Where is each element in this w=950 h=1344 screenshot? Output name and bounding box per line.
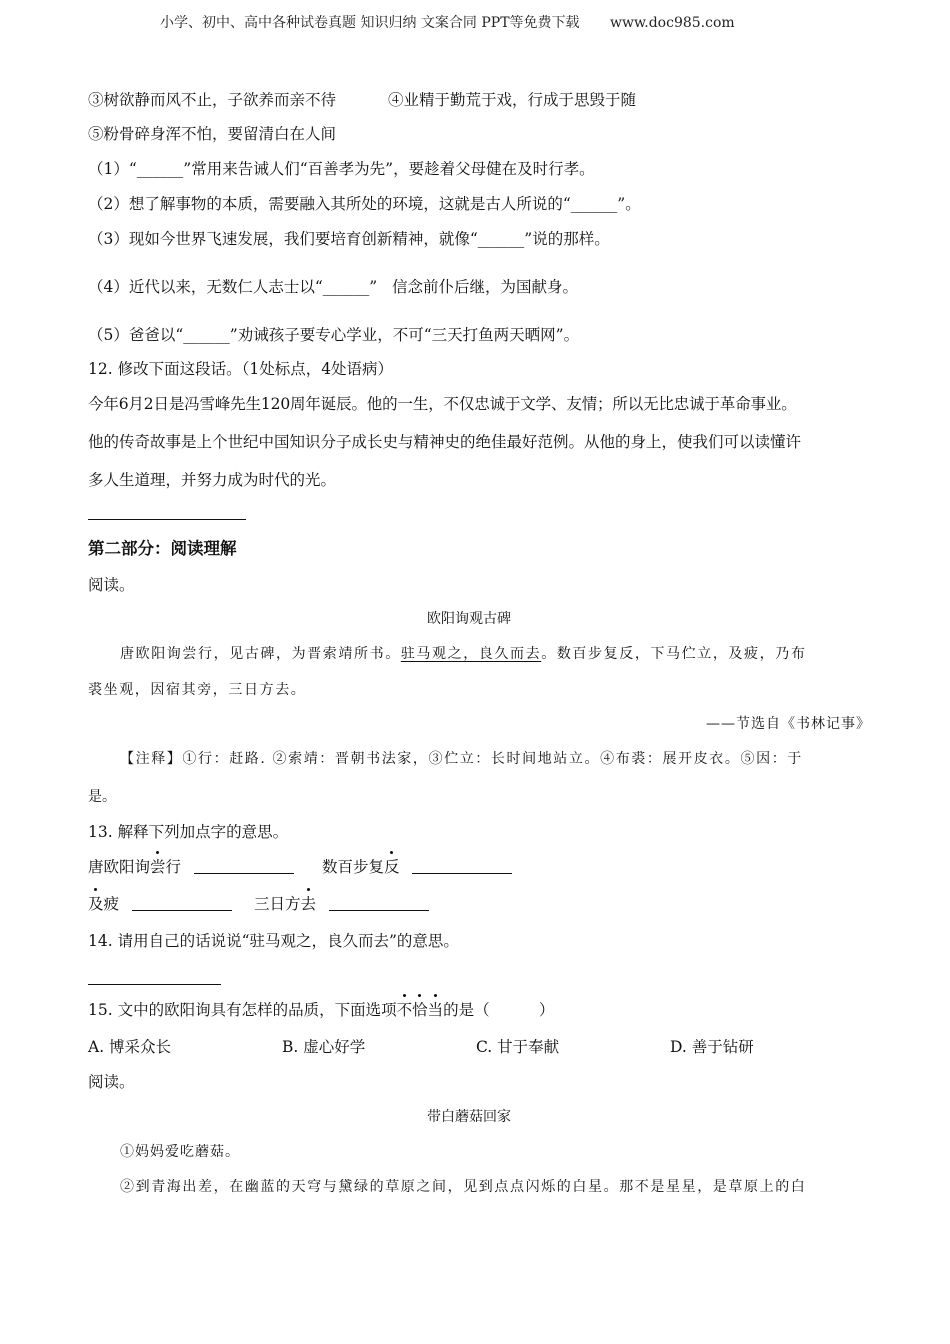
q11-sub-3-post: ”说的那样。 (524, 230, 610, 248)
q13-item-4-pre: 三日方 (254, 895, 301, 913)
q11-sub-2-blank: ______ (570, 195, 618, 213)
q13-title: 13. 解释下列加点字的意思。 (88, 823, 289, 841)
q15-option-c[interactable]: C. 甘于奉献 (476, 1038, 560, 1056)
passage-1-line-1 (120, 643, 806, 665)
option-4: ④业精于勤荒于戏，行成于思毁于随 (388, 91, 637, 109)
q13-item-1-post: 行 (165, 858, 182, 876)
q15-pre: 15. 文中的欧阳询具有怎样的品质，下面选项 (88, 1001, 397, 1019)
q15-title (88, 999, 554, 1021)
answer-line (88, 519, 246, 520)
passage-1-source: ——节选自《书林记事》 (706, 716, 871, 732)
dotted-char: 当 (427, 1001, 444, 1019)
q11-sub-3-pre: （3）现如今世界飞速发展，我们要培育创新精神，就像“ (88, 230, 478, 248)
passage-1-line-1-a: 唐欧阳询尝行，见古碑，为晋索靖所书。 (120, 646, 401, 662)
answer-line (88, 984, 221, 985)
q12-line-1: 今年6月2日是冯雪峰先生120周年诞辰。他的一生，不仅忠诚于文学、友情；所以无比忠诚于革命事业。 (88, 395, 797, 413)
q11-sub-5-blank: ______ (183, 326, 230, 344)
q12-title: 12. 修改下面这段话。（1处标点，4处语病） (88, 360, 394, 378)
q15-option-b[interactable]: B. 虚心好学 (282, 1038, 366, 1056)
q13-item-2 (322, 856, 512, 878)
dotted-char: 不 (396, 1001, 413, 1019)
q15-post: 的是（ ） (443, 1001, 555, 1019)
q11-sub-1-post: ”常用来告诫人们“百善孝为先”，要趁着父母健在及时行孝。 (183, 160, 595, 178)
q13-item-3 (88, 893, 232, 915)
q11-sub-4-pre: （4）近代以来，无数仁人志士以“ (88, 278, 323, 296)
passage-2-title: 带白蘑菇回家 (427, 1109, 511, 1125)
q11-sub-2-post: ”。 (617, 195, 641, 213)
answer-blank[interactable] (412, 872, 512, 874)
dotted-char: 恰 (412, 1001, 428, 1019)
q11-sub-2 (88, 193, 641, 215)
q13-item-4 (254, 893, 429, 915)
q13-item-2-pre: 数百步复 (322, 858, 385, 876)
passage-1-line-1-b: 。数百步复反，下马伫立，及疲，乃布 (541, 646, 807, 662)
q12-line-3: 多人生道理，并努力成为时代的光。 (88, 471, 337, 489)
answer-blank[interactable] (329, 909, 429, 911)
read-label-2: 阅读。 (88, 1073, 135, 1091)
q11-sub-5 (88, 324, 579, 346)
q11-sub-4 (88, 276, 578, 298)
dotted-char: 尝 (150, 858, 166, 876)
q11-sub-4-blank: ______ (322, 278, 370, 296)
q11-sub-5-post: ”劝诫孩子要专心学业，不可“三天打鱼两天晒网”。 (229, 326, 580, 344)
q11-sub-1 (88, 158, 595, 180)
q14-title: 14. 请用自己的话说说“驻马观之，良久而去”的意思。 (88, 932, 459, 950)
page-header (160, 12, 735, 34)
q13-item-1-pre: 唐欧阳询 (88, 858, 151, 876)
q11-sub-1-pre: （1）“ (88, 160, 137, 178)
option-5: ⑤粉骨碎身浑不怕，要留清白在人间 (88, 125, 337, 143)
header-text: 小学、初中、高中各种试卷真题 知识归纳 文案合同 PPT等免费下载 (160, 15, 580, 31)
q12-line-2: 他的传奇故事是上个世纪中国知识分子成长史与精神史的绝佳最好范例。从他的身上，使我们可以读懂许 (88, 433, 802, 451)
q13-item-3-post: 疲 (103, 895, 120, 913)
answer-blank[interactable] (132, 909, 232, 911)
q11-sub-3 (88, 228, 610, 250)
underlined-sentence: 驻马观之，良久而去 (400, 646, 542, 662)
passage-1-note-2: 是。 (88, 789, 116, 805)
q15-dotted-words (397, 1001, 444, 1019)
passage-1-note-1: 【注释】①行：赶路. ②索靖：晋朝书法家，③伫立：长时间地站立。④布裘：展开皮衣。⑤因：于 (120, 751, 803, 767)
passage-2-p1: ①妈妈爱吃蘑菇。 (120, 1144, 240, 1160)
section-heading: 第二部分：阅读理解 (88, 539, 237, 558)
dotted-char: 及 (88, 895, 104, 913)
q11-sub-3-blank: ______ (477, 230, 525, 248)
passage-1-title: 欧阳询观古碑 (427, 611, 511, 627)
dotted-char: 反 (384, 858, 400, 876)
passage-1-line-2: 裘坐观，因宿其旁，三日方去。 (88, 682, 307, 698)
q11-sub-2-pre: （2）想了解事物的本质，需要融入其所处的环境，这就是古人所说的“ (88, 195, 571, 213)
option-3: ③树欲静而风不止，子欲养而亲不待 (88, 91, 337, 109)
read-label-1: 阅读。 (88, 576, 135, 594)
q11-sub-1-blank: ______ (136, 160, 184, 178)
q15-option-a[interactable]: A. 博采众长 (88, 1038, 172, 1056)
dotted-char: 去 (300, 895, 317, 913)
q11-sub-5-pre: （5）爸爸以“ (88, 326, 184, 344)
q15-option-d[interactable]: D. 善于钻研 (670, 1038, 754, 1056)
passage-2-p2: ②到青海出差，在幽蓝的天穹与黛绿的草原之间，见到点点闪烁的白星。那不是星星，是草原上的白 (120, 1179, 807, 1195)
header-url: www.doc985.com (609, 15, 735, 31)
q11-sub-4-post: ” 信念前仆后继，为国献身。 (369, 278, 579, 296)
q13-item-1 (88, 856, 294, 878)
answer-blank[interactable] (194, 872, 294, 874)
